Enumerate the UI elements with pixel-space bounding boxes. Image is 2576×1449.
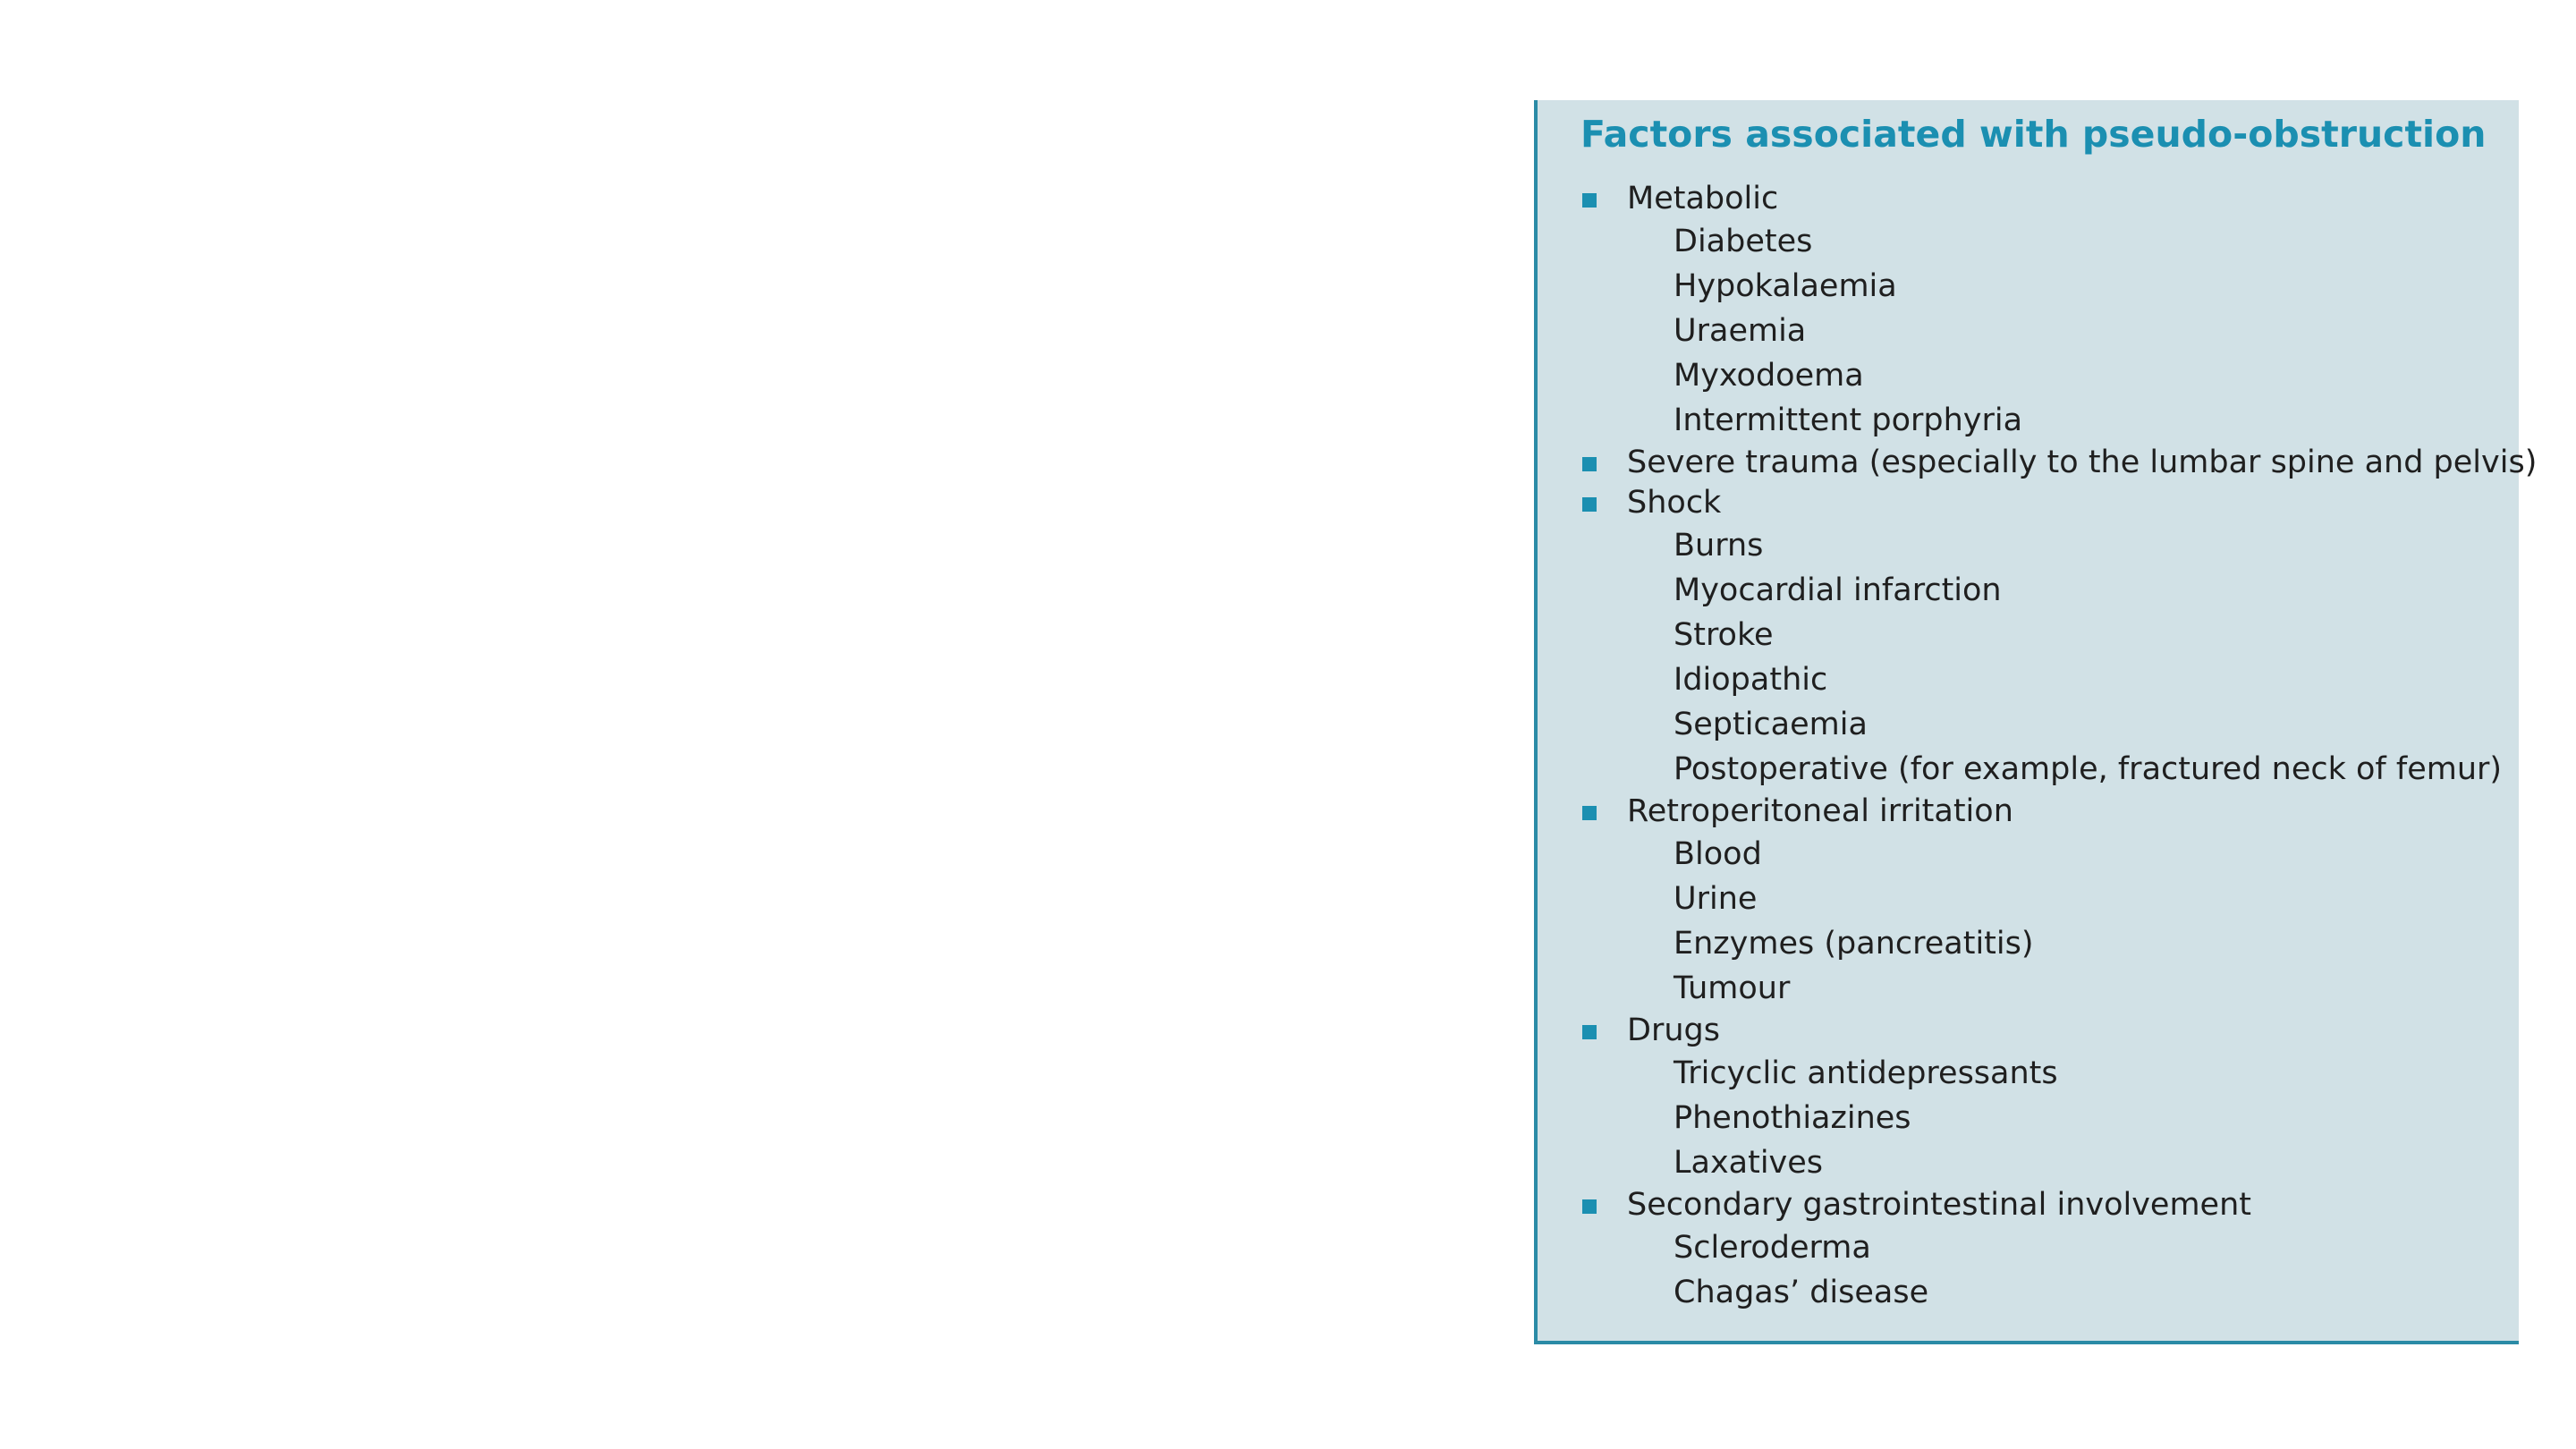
sub-factor-list [1580, 832, 2537, 1011]
factor-heading [1580, 179, 2537, 219]
factor-label: Shock [1627, 485, 1722, 521]
sub-factor-item: Myxodoema [1674, 358, 1864, 394]
sub-factor-item: Stroke [1674, 617, 1774, 653]
factor-label: Severe trauma (especially to the lumbar spine and pelvis) [1627, 445, 2538, 480]
panel-title: Factors associated with pseudo-obstruction [1580, 113, 2487, 156]
factor-heading [1580, 1011, 2537, 1051]
square-bullet-icon [1582, 806, 1597, 820]
factor-label: Retroperitoneal irritation [1627, 793, 2013, 829]
sub-factor-item: Myocardial infarction [1674, 572, 2002, 608]
sub-factor-item: Phenothiazines [1674, 1100, 1911, 1136]
square-bullet-icon [1582, 497, 1597, 512]
factor-item [1580, 1011, 2537, 1185]
sub-factor-item: Laxatives [1674, 1145, 1824, 1181]
factor-item [1580, 483, 2537, 792]
factor-label: Drugs [1627, 1013, 1720, 1048]
sub-factor-item: Blood [1674, 836, 1762, 872]
sub-factor-list [1580, 1225, 2537, 1315]
factor-label: Secondary gastrointestinal involvement [1627, 1187, 2252, 1223]
factor-heading [1580, 1185, 2537, 1225]
factors-panel [1534, 100, 2538, 1344]
factor-item [1580, 443, 2537, 483]
sub-factor-item: Uraemia [1674, 313, 1807, 349]
sub-factor-list [1580, 1051, 2537, 1185]
factor-item [1580, 792, 2537, 1011]
square-bullet-icon [1582, 457, 1597, 471]
factor-item [1580, 1185, 2537, 1315]
sub-factor-item: Urine [1674, 881, 1758, 917]
factor-item [1580, 179, 2537, 443]
sub-factor-item: Tricyclic antidepressants [1674, 1055, 2058, 1091]
sub-factor-item: Chagas’ disease [1674, 1275, 1929, 1310]
factor-heading [1580, 792, 2537, 832]
sub-factor-item: Tumour [1674, 970, 1791, 1006]
factor-heading [1580, 443, 2537, 483]
sub-factor-item: Burns [1674, 528, 1764, 564]
sub-factor-list [1580, 219, 2537, 443]
sub-factor-item: Idiopathic [1674, 662, 1828, 698]
sub-factor-item: Postoperative (for example, fractured neck of femur) [1674, 751, 2503, 787]
sub-factor-item: Diabetes [1674, 224, 1813, 259]
factor-list [1580, 179, 2537, 1315]
square-bullet-icon [1582, 1199, 1597, 1214]
sub-factor-item: Septicaemia [1674, 707, 1868, 742]
square-bullet-icon [1582, 1025, 1597, 1039]
sub-factor-list [1580, 523, 2537, 792]
factor-heading [1580, 483, 2537, 523]
sub-factor-item: Enzymes (pancreatitis) [1674, 926, 2034, 962]
factor-label: Metabolic [1627, 181, 1779, 216]
sub-factor-item: Intermittent porphyria [1674, 402, 2023, 438]
sub-factor-item: Hypokalaemia [1674, 268, 1897, 304]
square-bullet-icon [1582, 193, 1597, 208]
sub-factor-item: Scleroderma [1674, 1230, 1871, 1266]
